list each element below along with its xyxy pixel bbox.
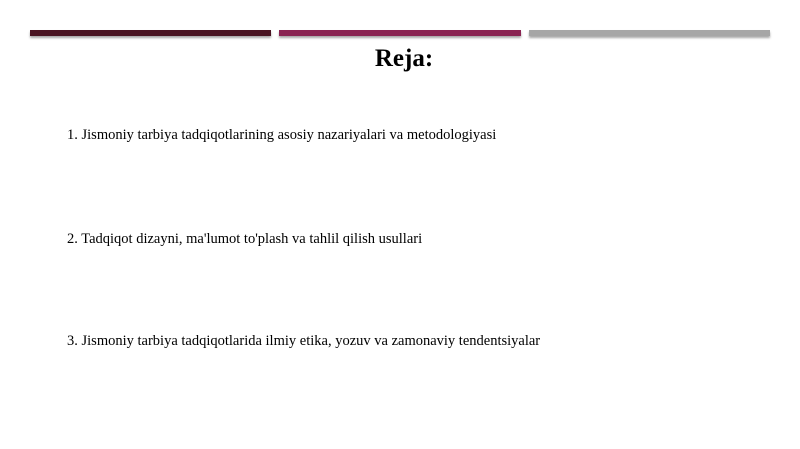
plan-item-3: 3. Jismoniy tarbiya tadqiqotlarida ilmiy etika, yozuv va zamonaviy tendentsiyalar [67, 333, 541, 349]
accent-bar-magenta [279, 30, 521, 36]
slide-title: Reja: [374, 45, 434, 72]
plan-item-1: 1. Jismoniy tarbiya tadqiqotlarining asosiy nazariyalari va metodologiyasi [67, 127, 497, 143]
plan-item-2: 2. Tadqiqot dizayni, ma'lumot to'plash va tahlil qilish usullari [67, 231, 423, 247]
accent-bar-gray [529, 30, 770, 36]
accent-bar-dark [30, 30, 271, 36]
